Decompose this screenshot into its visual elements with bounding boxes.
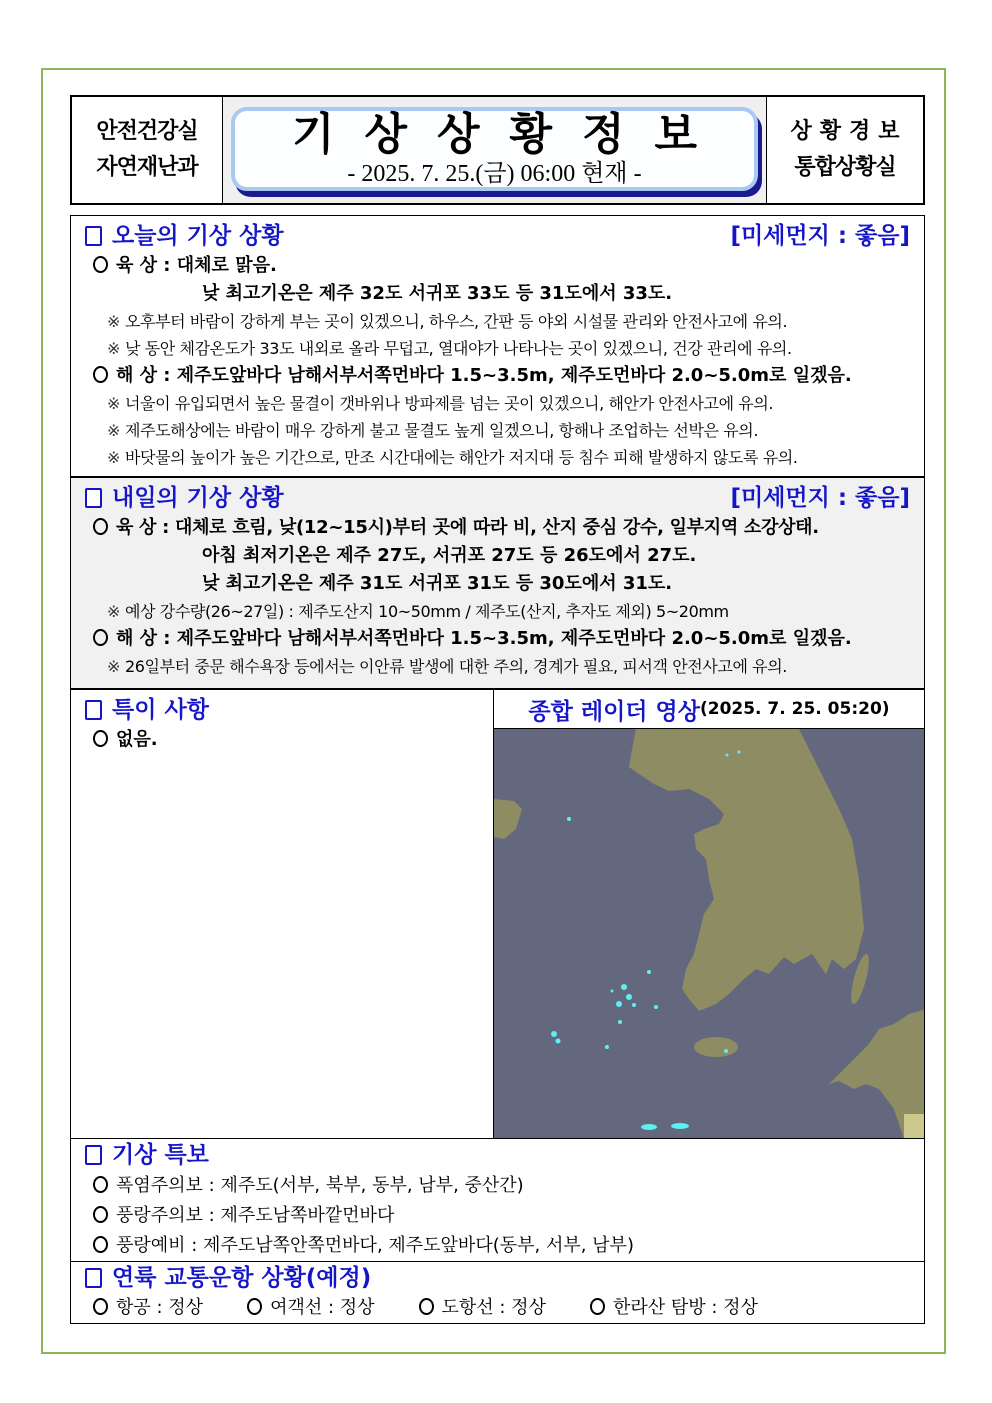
- warnings-heading: [71, 1139, 924, 1171]
- echo: [621, 984, 627, 990]
- echo: [738, 751, 741, 754]
- traffic-item-air: [93, 1294, 203, 1322]
- radar-map: [494, 729, 924, 1138]
- echo: [618, 1020, 622, 1024]
- today-sea-note: [71, 417, 924, 444]
- office-label: [766, 97, 923, 203]
- echo: [647, 970, 651, 974]
- warnings-title: 기상 특보: [112, 1142, 209, 1168]
- today-sea: [71, 362, 924, 390]
- tomorrow-rain-note: [71, 598, 924, 625]
- special-section: [70, 689, 925, 1139]
- circle-bullet-icon: [247, 1298, 262, 1315]
- special-title: 특이 사항: [112, 697, 209, 723]
- office-line-1: 상황경보: [790, 119, 908, 144]
- note-icon: ※: [107, 421, 121, 440]
- today-dust-status: [미세먼지 : 좋음]: [730, 223, 910, 249]
- note-icon: ※: [107, 602, 121, 621]
- title-box: [231, 107, 758, 191]
- report-header: [70, 95, 925, 205]
- traffic-item-island-ferry: [419, 1294, 546, 1322]
- today-section: [70, 215, 925, 477]
- report-title: 기상상황정보: [291, 109, 728, 160]
- department-line-1: 안전건강실: [96, 119, 198, 144]
- note-text: 예상 강수량(26~27일) : 제주도산지 10~50mm / 제주도(산지, 추자도 제외) 5~20mm: [125, 602, 729, 621]
- checkbox-icon: [85, 1268, 102, 1288]
- note-text: 오후부터 바람이 강하게 부는 곳이 있겠으니, 하우스, 간판 등 야외 시설물 관리와 안전사고에 유의.: [125, 312, 788, 331]
- echo: [724, 1049, 728, 1053]
- special-text: 없음.: [116, 729, 158, 750]
- checkbox-icon: [85, 488, 102, 508]
- note-text: 제주도해상에는 바람이 매우 강하게 불고 물결도 높게 일겠으니, 항해나 조업하는 선박은 유의.: [125, 421, 759, 440]
- circle-bullet-icon: [590, 1298, 605, 1315]
- traffic-text: 한라산 탐방 : 정상: [612, 1297, 758, 1318]
- warning-text: 폭염주의보 : 제주도(서부, 북부, 동부, 남부, 중산간): [116, 1175, 524, 1196]
- checkbox-icon: [85, 700, 102, 720]
- circle-bullet-icon: [93, 1206, 108, 1223]
- echo: [641, 1124, 657, 1130]
- echo: [605, 1045, 609, 1049]
- today-high-temp: 낮 최고기온은 제주 32도 서귀포 33도 등 31도에서 33도.: [202, 283, 673, 304]
- note-icon: ※: [107, 312, 121, 331]
- traffic-text: 도항선 : 정상: [441, 1297, 546, 1318]
- tomorrow-sea-note: [71, 653, 924, 680]
- circle-bullet-icon: [419, 1298, 434, 1315]
- today-land: [71, 252, 924, 280]
- department-label: [72, 97, 223, 203]
- tomorrow-dust-status: [미세먼지 : 좋음]: [730, 485, 910, 511]
- circle-bullet-icon: [93, 518, 108, 535]
- land-label: 육 상 :: [116, 255, 177, 276]
- note-icon: ※: [107, 339, 121, 358]
- radar-heading: [494, 690, 924, 729]
- special-heading: [71, 690, 494, 726]
- warning-item: [71, 1201, 924, 1231]
- echo: [726, 754, 729, 757]
- echo: [556, 1039, 561, 1044]
- today-sea-note: [71, 444, 924, 471]
- traffic-heading: [71, 1262, 924, 1294]
- note-text: 26일부터 중문 해수욕장 등에서는 이안류 발생에 대한 주의, 경계가 필요, 피서객 안전사고에 유의.: [125, 657, 787, 676]
- note-text: 바닷물의 높이가 높은 기간으로, 만조 시간대에는 해안가 저지대 등 침수 피해 발생하지 않도록 유의.: [125, 448, 798, 467]
- traffic-text: 여객선 : 정상: [270, 1297, 375, 1318]
- warning-text: 풍랑예비 : 제주도남쪽안쪽먼바다, 제주도앞바다(동부, 서부, 남부): [116, 1235, 634, 1256]
- tomorrow-high-temp: 낮 최고기온은 제주 31도 서귀포 31도 등 30도에서 31도.: [202, 573, 673, 594]
- tomorrow-sea: [71, 625, 924, 653]
- radar-title: 종합 레이더 영상: [528, 698, 700, 725]
- checkbox-icon: [85, 226, 102, 246]
- circle-bullet-icon: [93, 366, 108, 383]
- circle-bullet-icon: [93, 1298, 108, 1315]
- today-title: 오늘의 기상 상황: [112, 223, 284, 249]
- note-icon: ※: [107, 657, 121, 676]
- today-land-summary: 대체로 맑음.: [176, 255, 277, 276]
- circle-bullet-icon: [93, 730, 108, 747]
- bright-echo: [904, 1114, 924, 1138]
- warning-item: [71, 1171, 924, 1201]
- today-sea-note: [71, 390, 924, 417]
- today-heading: [71, 216, 924, 252]
- warning-item: [71, 1231, 924, 1261]
- today-sea-summary: 제주도앞바다 남해서부서쪽먼바다 1.5~3.5m, 제주도먼바다 2.0~5.0m로 일겠음.: [176, 365, 852, 386]
- sea-label: 해 상 :: [116, 365, 177, 386]
- tomorrow-sea-summary: 제주도앞바다 남해서부서쪽먼바다 1.5~3.5m, 제주도먼바다 2.0~5.0m로 일겠음.: [176, 628, 852, 649]
- today-land-note: [71, 308, 924, 335]
- title-area: [223, 97, 766, 203]
- jeju-island: [694, 1037, 738, 1057]
- note-text: 너울이 유입되면서 높은 물결이 갯바위나 방파제를 넘는 곳이 있겠으니, 해안가 안전사고에 유의.: [125, 394, 774, 413]
- echo: [551, 1031, 557, 1037]
- circle-bullet-icon: [93, 1176, 108, 1193]
- office-line-2: 통합상황실: [794, 155, 896, 180]
- radar-image: [494, 729, 924, 1138]
- echo: [611, 990, 614, 993]
- report-datetime: - 2025. 7. 25.(금) 06:00 현재 -: [347, 161, 642, 187]
- checkbox-icon: [85, 1145, 102, 1165]
- tomorrow-heading: [71, 478, 924, 514]
- tomorrow-low-temp: 아침 최저기온은 제주 27도, 서귀포 27도 등 26도에서 27도.: [202, 545, 697, 566]
- land-label: 육 상 :: [116, 517, 175, 538]
- tomorrow-land-summary: 대체로 흐림, 낮(12~15시)부터 곳에 따라 비, 산지 중심 강수, 일부지역 소강상태.: [174, 517, 819, 538]
- tomorrow-title: 내일의 기상 상황: [112, 485, 284, 511]
- note-text: 낮 동안 체감온도가 33도 내외로 올라 무덥고, 열대야가 나타나는 곳이 있겠으니, 건강 관리에 유의.: [125, 339, 792, 358]
- echo: [671, 1123, 689, 1129]
- echo: [626, 994, 632, 1000]
- tomorrow-land: [71, 514, 924, 542]
- echo: [654, 1005, 658, 1009]
- echo: [567, 817, 571, 821]
- radar-timestamp: (2025. 7. 25. 05:20): [699, 699, 890, 719]
- note-icon: ※: [107, 394, 121, 413]
- traffic-item-hallasan: [590, 1294, 758, 1322]
- sea-label: 해 상 :: [116, 628, 177, 649]
- note-icon: ※: [107, 448, 121, 467]
- traffic-text: 항공 : 정상: [116, 1297, 204, 1318]
- department-line-2: 자연재난과: [96, 155, 198, 180]
- warnings-section: [70, 1138, 925, 1262]
- today-land-note: [71, 335, 924, 362]
- traffic-status-row: [71, 1294, 924, 1322]
- circle-bullet-icon: [93, 629, 108, 646]
- circle-bullet-icon: [93, 1236, 108, 1253]
- echo: [616, 1001, 622, 1007]
- traffic-title: 연륙 교통운항 상황(예정): [112, 1265, 372, 1291]
- tomorrow-section: [70, 477, 925, 689]
- traffic-section: [70, 1261, 925, 1324]
- circle-bullet-icon: [93, 256, 108, 273]
- echo: [632, 1003, 636, 1007]
- warning-text: 풍랑주의보 : 제주도남쪽바깥먼바다: [116, 1205, 395, 1226]
- traffic-item-ferry: [247, 1294, 374, 1322]
